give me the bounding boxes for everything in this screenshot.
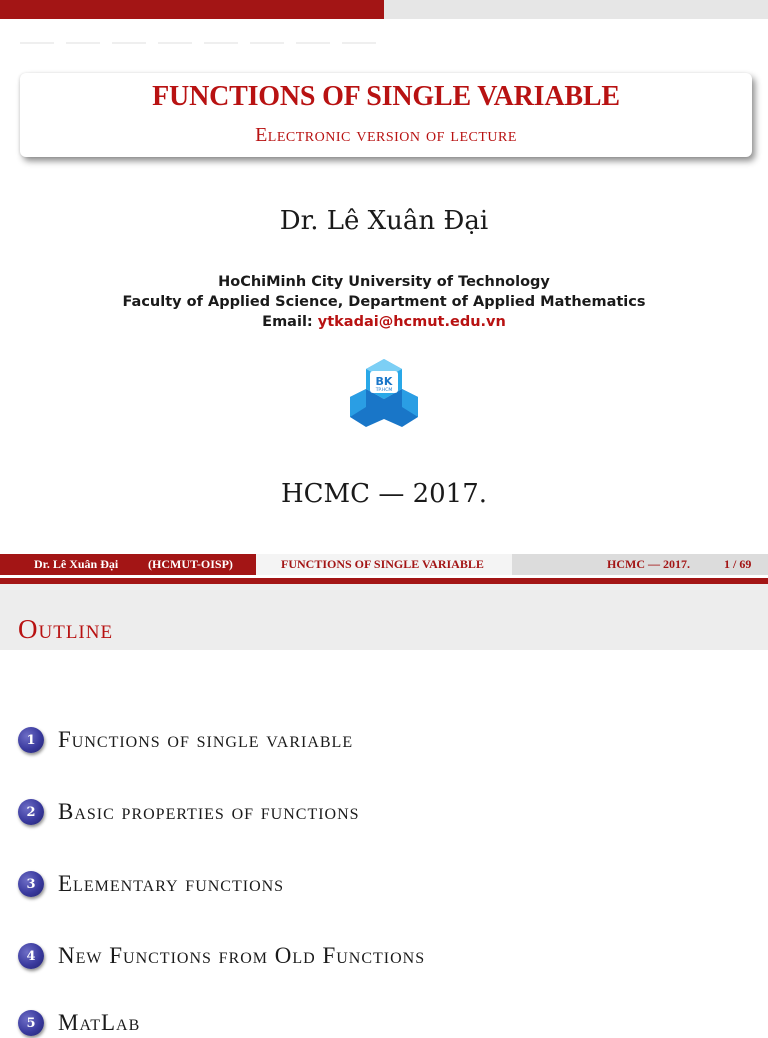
nav-dot bbox=[296, 42, 330, 44]
email-label: Email: bbox=[262, 314, 318, 330]
nav-dot bbox=[112, 42, 146, 44]
toc-number-badge: 2 bbox=[18, 799, 44, 825]
toc-item-label: New Functions from Old Functions bbox=[58, 943, 426, 968]
toc-item-label: Basic properties of functions bbox=[58, 799, 360, 824]
university-logo bbox=[348, 357, 420, 429]
toc-item-label: Functions of single variable bbox=[58, 727, 354, 752]
presentation-date: HCMC — 2017. bbox=[280, 479, 488, 509]
author-name: Dr. Lê Xuân Đại bbox=[279, 206, 489, 236]
email-link[interactable]: ytkadai@hcmut.edu.vn bbox=[317, 314, 506, 330]
affiliation-faculty: Faculty of Applied Science, Department of Applied Mathematics bbox=[122, 294, 646, 310]
outline-header bbox=[0, 584, 768, 650]
nav-dot bbox=[250, 42, 284, 44]
nav-dot bbox=[342, 42, 376, 44]
email-line bbox=[0, 314, 768, 330]
footer-institute: (HCMUT-OISP) bbox=[148, 557, 233, 571]
nav-dot bbox=[204, 42, 238, 44]
nav-dot bbox=[66, 42, 100, 44]
presentation-title: FUNCTIONS OF SINGLE VARIABLE bbox=[152, 81, 620, 112]
affiliation-university: HoChiMinh City University of Technology bbox=[218, 274, 550, 290]
outline-title: Outline bbox=[18, 614, 114, 644]
top-progress-bar-fill bbox=[0, 0, 384, 19]
outline-slide bbox=[0, 578, 768, 1035]
title-box bbox=[20, 73, 752, 157]
footer-date-section bbox=[512, 554, 768, 575]
toc-number-badge: 4 bbox=[18, 943, 44, 969]
presentation-subtitle: Electronic version of lecture bbox=[255, 124, 517, 146]
footer-page-number: 1 / 69 bbox=[724, 557, 752, 571]
footer-title-section bbox=[256, 554, 512, 575]
toc-item-5[interactable] bbox=[18, 1008, 140, 1038]
slide-footer bbox=[0, 554, 768, 575]
logo-bk-text: BK bbox=[375, 375, 393, 388]
toc-number-badge: 5 bbox=[18, 1010, 44, 1036]
navigation-dots bbox=[20, 36, 376, 50]
logo-subtext: TP.HCM bbox=[375, 388, 393, 393]
toc-item-label: MatLab bbox=[58, 1010, 141, 1035]
toc-number-badge: 1 bbox=[18, 727, 44, 753]
top-progress-bar bbox=[0, 0, 768, 19]
nav-dot bbox=[20, 42, 54, 44]
toc-number-badge: 3 bbox=[18, 871, 44, 897]
toc-item-label: Elementary functions bbox=[58, 871, 285, 896]
footer-author-section bbox=[0, 554, 256, 575]
footer-date: HCMC — 2017. bbox=[607, 557, 690, 571]
footer-author: Dr. Lê Xuân Đại bbox=[34, 557, 119, 571]
footer-title: FUNCTIONS OF SINGLE VARIABLE bbox=[281, 557, 484, 571]
toc-item-3[interactable] bbox=[18, 869, 284, 899]
toc-item-2[interactable] bbox=[18, 797, 360, 827]
nav-dot bbox=[158, 42, 192, 44]
toc-item-4[interactable] bbox=[18, 941, 425, 971]
toc-item-1[interactable] bbox=[18, 725, 353, 755]
